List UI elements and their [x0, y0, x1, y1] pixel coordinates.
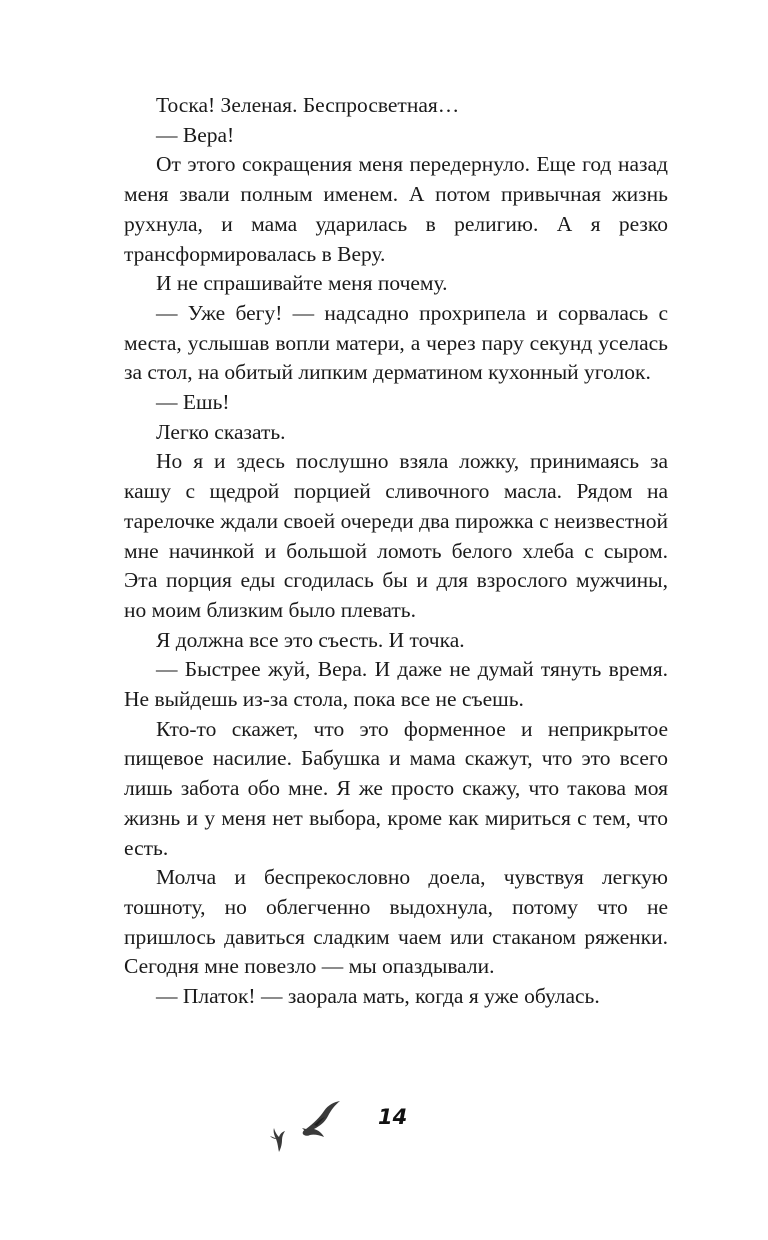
book-page-text: [124, 91, 668, 1012]
paragraph-6: — Ешь!: [156, 390, 230, 415]
paragraph-7: Легко сказать.: [156, 419, 286, 444]
paragraph-11: Кто-то скажет, что это форменное и неприкрытое пищевое насилие. Бабушка и мама скажут, что это всего лишь забота обо мне. Я же просто скажу, что такова моя жизнь и у меня нет выбора, кроме как мириться с тем, что есть.: [124, 716, 668, 860]
paragraph-9: Я должна все это съесть. И точка.: [156, 627, 465, 652]
paragraph-1: Тоска! Зеленая. Беспросветная…: [156, 93, 460, 117]
paragraph-3: От этого сокращения меня передернуло. Еще год назад меня звали полным именем. А потом привычная жизнь рухнула, и мама ударилась в религию. А я резко трансформировалась в Веру.: [124, 152, 668, 266]
paragraph-4: И не спрашивайте меня почему.: [156, 271, 448, 296]
birds-icon: [262, 1095, 348, 1159]
page-footer: [0, 1095, 768, 1165]
paragraph-5: — Уже бегу! — надсадно прохрипела и сорвалась с места, услышав вопли матери, а через пару секунд уселась за стол, на обитый липким дерматином кухонный уголок.: [124, 300, 668, 385]
paragraph-8: Но я и здесь послушно взяла ложку, принимаясь за кашу с щедрой порцией сливочного масла. Рядом на тарелочке ждали своей очереди два пирожка с неизвестной мне начинкой и большой ломоть белого хлеба с сыром. Эта порция еды сгодилась бы и для взрослого мужчины, но моим близким было плевать.: [124, 449, 668, 622]
paragraph-13: — Платок! — заорала мать, когда я уже обулась.: [156, 984, 600, 1009]
paragraph-12: Молча и беспрекословно доела, чувствуя легкую тошноту, но облегченно выдохнула, потому что не пришлось давиться сладким чаем или стаканом ряженки. Сегодня мне повезло — мы опаздывали.: [124, 865, 668, 979]
paragraph-2: — Вера!: [156, 122, 235, 147]
paragraph-10: — Быстрее жуй, Вера. И даже не думай тянуть время. Не выйдешь из-за стола, пока все не съешь.: [124, 657, 668, 712]
page-number: 14: [378, 1105, 408, 1129]
